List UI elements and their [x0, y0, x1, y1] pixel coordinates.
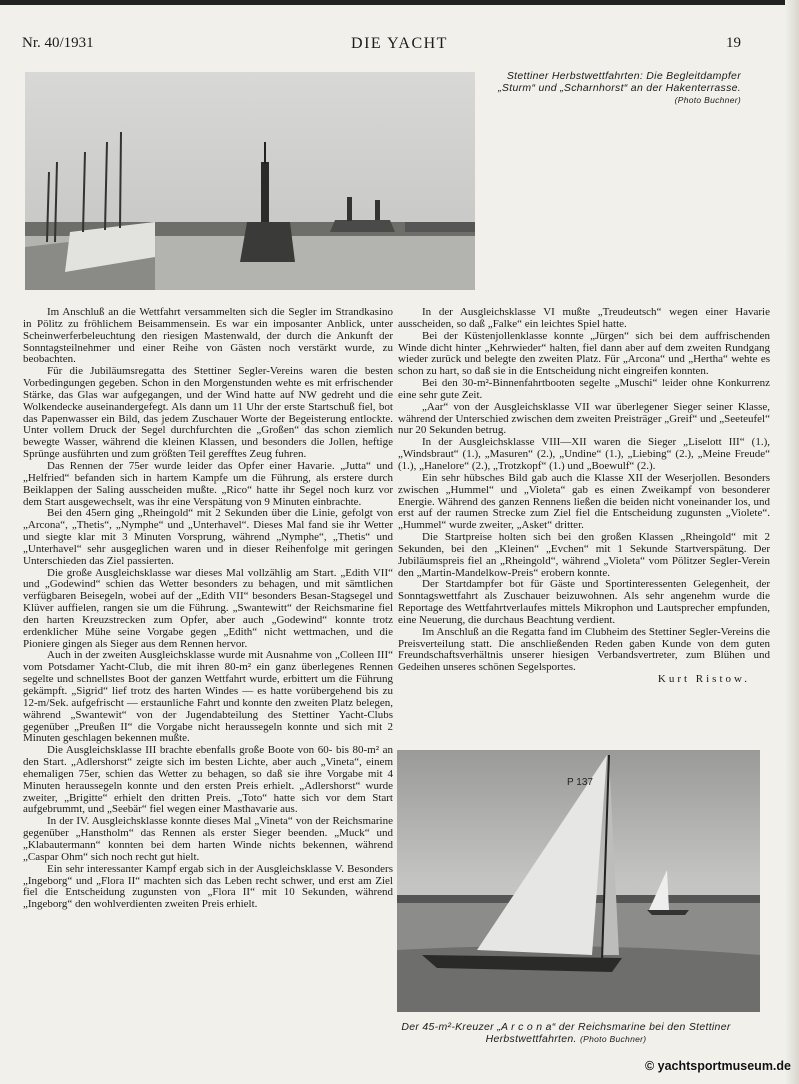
- photo-sailboat-arcona: [397, 750, 760, 1012]
- paragraph: Der Startdampfer bot für Gäste und Sportinteressenten Gelegenheit, der Sonntagswettfahrt als Zuschauer beizuwohnen. Als sehr angenehm wurde die Reportage des Wettfahrtverlaufes mittels Mikrophon und Lautsprecher empfunden, eine Neuerung, die durchaus Beachtung verdient.: [398, 578, 770, 626]
- paragraph: Im Anschluß an die Wettfahrt versammelten sich die Segler im Strandkasino in Pölitz zu fröhlichem Beisammensein. Es war ein imposanter Anblick, unter Scheinwerferbeleuchtung den riesigen Mastenwald, der durch die Ankunft der Sonntagsteilnehmer und einer Reihe von Gästen noch verstärkt wurde, zu beobachten.: [23, 306, 393, 366]
- paragraph: Bei den 45ern ging „Rheingold“ mit 2 Sekunden über die Linie, gefolgt von „Arcona“, „Thetis“, „Nymphe“ und „Unterhavel“. Dieses Mal fand sie ihr Wetter und siegte klar mit 3 Minuten Vorsprung, während „Nymphe“, „Thetis“ und „Unterhavel“ sehr ausgeglichen waren und in dieser Reihenfolge mit geringen Unterschieden das Ziel passierten.: [23, 507, 393, 567]
- photo1-caption-text: Stettiner Herbstwettfahrten: Die Begleitdampfer „Sturm“ und „Scharnhorst“ an der Hakenterrasse.: [498, 70, 741, 94]
- photo-steamers-harbor: [25, 72, 475, 290]
- sail-number: P 137: [567, 777, 593, 788]
- watermark-copyright: © yachtsportmuseum.de: [644, 1059, 791, 1073]
- paragraph: Das Rennen der 75er wurde leider das Opfer einer Havarie. „Jutta“ und „Helfried“ befanden sich in hartem Kampfe um die Führung, als erstere durch Beiklappen der Saling ausscheiden mußte. „Rico“ hatte ihr Segel noch kurz vor dem Start ausgewechselt, was ihr eine Verspätung von 9 Minuten einbrachte.: [23, 459, 393, 508]
- paragraph: Bei der Küstenjollenklasse konnte „Jürgen“ sich bei dem auffrischenden Winde dicht hinter „Kehrwieder“ halten, fiel dann aber auf dem zweiten Rundgang wieder zurück und belegte den zweiten Platz. Für „Arcona“ und „Hertha“ wehte es schon zu hart, so daß sie in die Entscheidung nicht eingreifen konnten.: [398, 329, 770, 378]
- photo1-credit: (Photo Buchner): [674, 95, 741, 105]
- page-edge-shadow: [785, 0, 799, 1084]
- issue-number: Nr. 40/1931: [22, 35, 94, 51]
- paragraph: Auch in der zweiten Ausgleichsklasse wurde mit Ausnahme von „Colleen III“ vom Potsdamer Yacht-Club, die mit ihren 80-m² ein ganz überlegenes Rennen segelte und schnellstes Boot der ganzen Wettfahrt wurde, erbittert um die Führung gekämpft. „Sigrid“ lief trotz des harten Windes — es hatte vorübergehend bis zu 12-m/Sek. aufgefrischt — erstaunliche Fahrt und konnte den zweiten Platz belegen, während „Swantewit“ von der Jugendabteilung des Stettiner Yacht-Clubs gegenüber „Preußen II“ die Vorgabe nicht heraussegeln konnte und sich mit 2 Minuten geschlagen bekennen mußte.: [23, 649, 393, 745]
- photo2-caption: [396, 1021, 736, 1045]
- paragraph: Die große Ausgleichsklasse war dieses Mal vollzählig am Start. „Edith VII“ und „Godewind“ schien das Wetter besonders zu behagen, und mit sämtlichen verfügbaren Beisegeln, wobei auf der „Edith VII“ besonders Besan-Stagsegel und Klüver auffielen, rangen sie um die Führung. „Swantewitt“ der Reichsmarine fiel den harten Kreuzstrecken zum Opfer, aber auch „Godewind“ konnte trotz erdenklicher Mühe seine Vorgabe gegen „Edith“ nicht wettmachen, und die Pioniere gingen als Sieger aus dem Rennen hervor.: [23, 566, 393, 650]
- article-left-column: [23, 307, 393, 911]
- paragraph: In der Ausgleichsklasse VI mußte „Treudeutsch“ wegen einer Havarie ausscheiden, so daß „Falke“ ein leichtes Spiel hatte.: [398, 306, 770, 330]
- paragraph: In der IV. Ausgleichsklasse konnte dieses Mal „Vineta“ von der Reichsmarine gegenüber „Hanstholm“ das Rennen als erster Sieger beenden. „Muck“ und „Klabautermann“ konnten bei dem harten Winde nichts bekennen, während „Caspar Ohm“ sich noch recht gut hielt.: [23, 815, 393, 863]
- paragraph: Die Ausgleichsklasse III brachte ebenfalls große Boote von 60- bis 80-m² an den Start. „Adlershorst“ zeigte sich im besten Lichte, aber auch „Vineta“, einem ehemaligen 75er, schien das Wetter zu behagen, so daß sie ihre Vorgabe mit 4 Minuten heraussegeln konnte und den ersten Preis erhielt. „Adlershorst“ wurde zweiter, „Brigitte“ erhielt den dritten Preis. „Toto“ hatte sich vor dem Start aufgebrummt, und „Seebär“ fiel wegen einer Masthavarie aus.: [23, 744, 393, 816]
- photo1-caption: [498, 70, 741, 106]
- photo2-caption-text: Der 45-m²-Kreuzer „A r c o n a“ der Reichsmarine bei den Stettiner Herbstwettfahrten.: [401, 1021, 731, 1045]
- paragraph: Im Anschluß an die Regatta fand im Clubheim des Stettiner Segler-Vereins die Preisverteilung statt. Die anschließenden Reden gaben Kunde von dem guten Freundschaftsverhältnis unserer hiesigen Verbandsvertreter, zum Blühen und Gedeihen unseres schönen Segelsportes.: [398, 625, 770, 674]
- article-right-column: [398, 307, 770, 686]
- paragraph: In der Ausgleichsklasse VIII—XII waren die Sieger „Liselott III“ (1.), „Windsbraut“ (1.), „Masuren“ (2.), „Undine“ (1.), „Liebing“ (2.), „Meine Freude“ (1.), „Hanelore“ (2.), „Trotzkopf“ (1.) und „Boewulf“ (2.).: [398, 436, 770, 472]
- article-author: Kurt Ristow.: [657, 673, 750, 686]
- magazine-title: DIE YACHT: [351, 35, 448, 52]
- paragraph: Ein sehr hübsches Bild gab auch die Klasse XII der Weserjollen. Besonders zwischen „Hummel“ und „Violeta“ gab es einen Zweikampf von besonderer Energie. Während des ganzen Rennens ließen die beiden nicht voneinander los, und erst auf der raumen Strecke zum Ziel fiel die Entscheidung zugunsten „Violete“. „Hummel“ wurde zweiter, „Asket“ dritter.: [398, 471, 770, 532]
- page-number: 19: [726, 35, 741, 51]
- page-top-border: [0, 0, 799, 5]
- paragraph: Die Startpreise holten sich bei den großen Klassen „Rheingold“ mit 2 Sekunden, bei den „Kleinen“ „Evchen“ mit 1 Sekunde Startverspätung. Der Jubiläumspreis fiel an „Rheingold“, während „Violeta“ vom Pölitzer Segler-Verein den „Martin-Mandelkow-Preis“ erobern konnte.: [398, 531, 770, 579]
- paragraph: Ein sehr interessanter Kampf ergab sich in der Ausgleichsklasse V. Besonders „Ingeborg“ und „Flora II“ machten sich das Leben recht schwer, und erst am Ziel fiel die Entscheidung zugunsten von „Flora II“ mit 10 Sekunden, während „Ingeborg“ den wohlverdienten zweiten Preis erhielt.: [23, 862, 393, 911]
- paragraph: Bei den 30-m²-Binnenfahrtbooten segelte „Muschi“ leider ohne Konkurrenz eine sehr gute Zeit.: [398, 377, 770, 401]
- photo2-credit: (Photo Buchner): [580, 1034, 647, 1044]
- paragraph: „Aar“ von der Ausgleichsklasse VII war überlegener Sieger seiner Klasse, während der Unterschied zwischen dem zweiten Preisträger „Greif“ und „Seeteufel“ nur 20 Sekunden betrug.: [398, 400, 770, 437]
- paragraph: Für die Jubiläumsregatta des Stettiner Segler-Vereins waren die besten Vorbedingungen gegeben. Schon in den Morgenstunden wehte es mit erfrischender Stärke, das Glas war aufgegangen, und der Wind hatte auf NW gedreht und die Wolkendecke auseinandergefegt. Als dann um 11 Uhr der erste Startschuß fiel, bot das Papenwasser ein Bild, das jedem Zuschauer Worte der Begeisterung entlockte. Unter vollem Druck der Segel durchfurchten die „Großen“ das schon ziemlich bewegte Wasser, während die kleinen Klassen, und besonders die Jollen, heftige Sprünge ausführten und zum größten Teil gerefftes Zeug fuhren.: [23, 365, 393, 461]
